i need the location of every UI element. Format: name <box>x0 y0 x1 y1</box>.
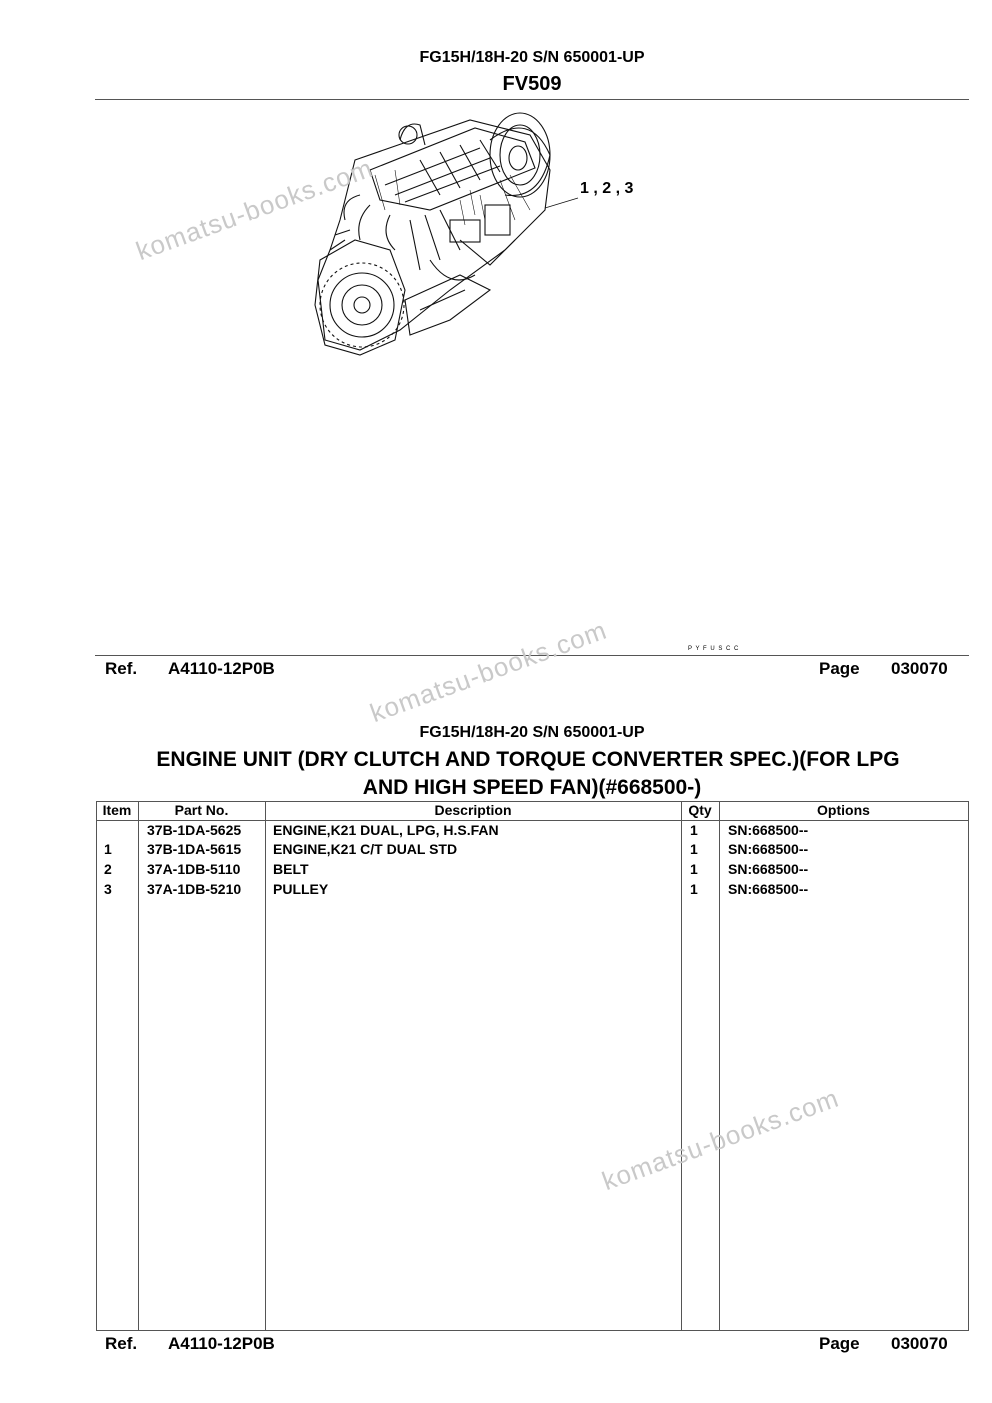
watermark: komatsu-books.com <box>366 614 611 729</box>
engine-illustration <box>300 100 660 370</box>
column-header-item: Item <box>102 802 132 818</box>
diagram-page-label: Page <box>819 659 860 678</box>
row-item: 3 <box>104 881 112 897</box>
row-options: SN:668500-- <box>728 881 809 897</box>
parts-title-line1: ENGINE UNIT (DRY CLUTCH AND TORQUE CONVERTER SPEC.)(FOR LPG <box>156 748 900 771</box>
row-description: BELT <box>273 861 309 877</box>
diagram-page-value: 030070 <box>891 659 948 678</box>
row-description: ENGINE,K21 DUAL, LPG, H.S.FAN <box>273 822 499 838</box>
column-header-description: Description <box>434 802 512 818</box>
row-part-no: 37B-1DA-5625 <box>147 822 242 838</box>
row-options: SN:668500-- <box>728 822 809 838</box>
diagram-ref-label: Ref. <box>105 659 138 678</box>
row-part-no: 37A-1DB-5110 <box>147 861 241 877</box>
column-header-part-no: Part No. <box>174 802 229 818</box>
row-description: ENGINE,K21 C/T DUAL STD <box>273 841 458 857</box>
table-header-border <box>96 820 969 821</box>
tiny-label: P Y F U S C C <box>688 646 740 652</box>
col-divider-item <box>138 801 139 1331</box>
col-divider-qty <box>719 801 720 1331</box>
row-part-no: 37A-1DB-5210 <box>147 881 242 897</box>
row-qty: 1 <box>690 881 698 897</box>
table-left-border <box>96 801 97 1331</box>
table-bottom-border <box>96 1330 969 1331</box>
parts-ref-label: Ref. <box>105 1334 138 1353</box>
row-qty: 1 <box>690 861 698 877</box>
column-header-qty: Qty <box>688 802 712 818</box>
parts-title-line2: AND HIGH SPEED FAN)(#668500-) <box>362 776 702 799</box>
row-options: SN:668500-- <box>728 861 809 877</box>
row-description: PULLEY <box>273 881 329 897</box>
figure-code: FV509 <box>502 73 562 95</box>
row-item: 2 <box>104 861 112 877</box>
row-options: SN:668500-- <box>728 841 809 857</box>
col-divider-description <box>681 801 682 1331</box>
column-header-options: Options <box>817 802 870 818</box>
row-qty: 1 <box>690 822 698 838</box>
callout-numbers: 1 , 2 , 3 <box>580 180 634 197</box>
row-item: 1 <box>104 841 112 857</box>
table-right-border <box>968 801 969 1331</box>
row-qty: 1 <box>690 841 698 857</box>
parts-page-label: Page <box>819 1334 860 1353</box>
parts-model-line: FG15H/18H-20 S/N 650001-UP <box>419 724 645 741</box>
diagram-ref-value: A4110-12P0B <box>168 659 275 678</box>
diagram-model-line: FG15H/18H-20 S/N 650001-UP <box>419 49 645 66</box>
parts-page-value: 030070 <box>891 1334 948 1353</box>
parts-ref-value: A4110-12P0B <box>168 1334 275 1353</box>
watermark: komatsu-books.com <box>132 152 377 267</box>
row-part-no: 37B-1DA-5615 <box>147 841 242 857</box>
col-divider-partno <box>265 801 266 1331</box>
watermark: komatsu-books.com <box>598 1082 843 1197</box>
